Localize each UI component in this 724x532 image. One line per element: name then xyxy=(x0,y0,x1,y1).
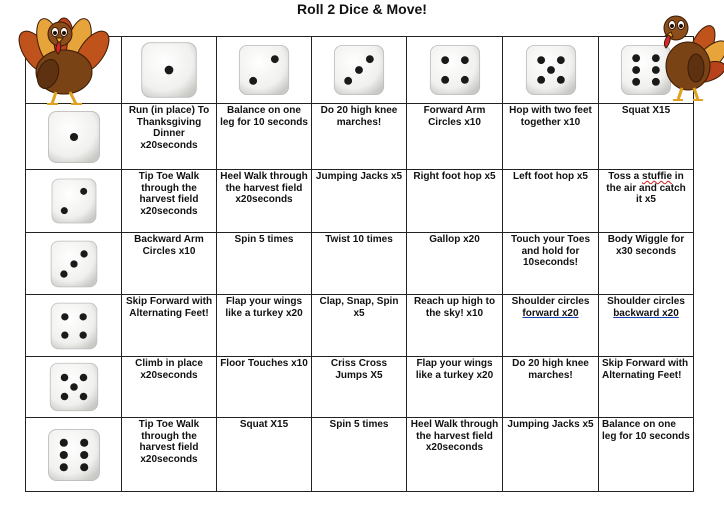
die-pip xyxy=(537,76,545,84)
die-pip xyxy=(60,207,67,214)
row-die-cell xyxy=(26,104,122,170)
activity-cell xyxy=(503,295,599,357)
header-die-cell xyxy=(122,37,217,104)
activity-cell: Skip Forward with Alternating Feet! xyxy=(599,357,694,418)
activity-cell: Jumping Jacks x5 xyxy=(503,418,599,492)
activity-row xyxy=(26,104,694,170)
die-pip xyxy=(69,132,77,140)
die-pip xyxy=(366,55,374,63)
activity-cell: Balance on one leg for 10 seconds xyxy=(599,418,694,492)
activity-cell: Left foot hop x5 xyxy=(503,170,599,233)
die-2-icon xyxy=(217,42,311,98)
die-1-icon xyxy=(122,39,216,101)
die-pip xyxy=(59,438,67,446)
activity-row xyxy=(26,233,694,295)
header-die-cell xyxy=(407,37,503,104)
die-pip xyxy=(460,76,468,84)
activity-cell: Backward Arm Circles x10 xyxy=(122,233,217,295)
die-pip xyxy=(80,250,87,257)
activity-cell: Squat X15 xyxy=(217,418,312,492)
die-pip xyxy=(79,313,86,320)
die-pip xyxy=(632,54,640,62)
header-row xyxy=(26,37,694,104)
die-pip xyxy=(59,450,67,458)
header-die-cell xyxy=(217,37,312,104)
activity-cell: Climb in place x20seconds xyxy=(122,357,217,418)
activity-row xyxy=(26,295,694,357)
row-die-cell xyxy=(26,233,122,295)
die-pip xyxy=(249,77,257,85)
die-pip xyxy=(632,78,640,86)
activity-cell: Squat X15 xyxy=(599,104,694,170)
activity-cell: Do 20 high knee marches! xyxy=(312,104,407,170)
activity-cell xyxy=(599,170,694,233)
activity-cell: Skip Forward with Alternating Feet! xyxy=(122,295,217,357)
die-pip xyxy=(70,260,77,267)
die-pip xyxy=(70,383,78,391)
die-5-icon xyxy=(503,42,598,98)
activity-cell: Reach up high to the sky! x10 xyxy=(407,295,503,357)
die-pip xyxy=(547,66,555,74)
die-4-icon xyxy=(407,42,502,98)
die-pip xyxy=(79,331,86,338)
die-5-icon xyxy=(26,360,121,414)
die-6-icon xyxy=(26,426,121,484)
activity-cell: Spin 5 times xyxy=(217,233,312,295)
activity-cell: Twist 10 times xyxy=(312,233,407,295)
die-pip xyxy=(537,56,545,64)
header-die-cell xyxy=(503,37,599,104)
activity-cell: Flap your wings like a turkey x20 xyxy=(407,357,503,418)
activity-cell: Heel Walk through the harvest field x20seconds xyxy=(217,170,312,233)
activity-cell: Forward Arm Circles x10 xyxy=(407,104,503,170)
activity-cell: Body Wiggle for x30 seconds xyxy=(599,233,694,295)
stuffie-text: Toss a stuffie in the air and catch it x5 xyxy=(606,171,686,205)
die-pip xyxy=(60,270,67,277)
die-pip xyxy=(556,76,564,84)
criss-cross-text: Criss Cross Jumps X5 xyxy=(330,358,388,381)
activity-cell: Spin 5 times xyxy=(312,418,407,492)
die-pip xyxy=(59,463,67,471)
die-pip xyxy=(60,374,68,382)
die-1-icon xyxy=(26,108,121,166)
turkey-right-icon xyxy=(646,8,724,104)
dice-activity-grid xyxy=(25,36,694,492)
activity-cell: Floor Touches x10 xyxy=(217,357,312,418)
die-pip xyxy=(80,450,88,458)
die-pip xyxy=(80,438,88,446)
die-pip xyxy=(556,56,564,64)
die-pip xyxy=(61,331,68,338)
activity-cell: Touch your Toes and hold for 10seconds! xyxy=(503,233,599,295)
die-4-icon xyxy=(26,300,121,352)
activity-cell: Tip Toe Walk through the harvest field x20seconds xyxy=(122,418,217,492)
row-die-cell xyxy=(26,170,122,233)
activity-cell: Clap, Snap, Spin x5 xyxy=(312,295,407,357)
die-pip xyxy=(344,77,352,85)
die-3-icon xyxy=(26,238,121,290)
page-title: Roll 2 Dice & Move! xyxy=(297,1,427,17)
die-pip xyxy=(165,66,174,75)
activity-cell: Tip Toe Walk through the harvest field x20seconds xyxy=(122,170,217,233)
activity-cell: Run (in place) To Thanksgiving Dinner x20seconds xyxy=(122,104,217,170)
die-pip xyxy=(61,313,68,320)
activity-row xyxy=(26,357,694,418)
die-3-icon xyxy=(312,42,406,98)
activity-cell: Right foot hop x5 xyxy=(407,170,503,233)
row-die-cell xyxy=(26,357,122,418)
die-pip xyxy=(355,66,363,74)
activity-cell: Do 20 high knee marches! xyxy=(503,357,599,418)
die-2-icon xyxy=(26,176,121,226)
activity-cell: Flap your wings like a turkey x20 xyxy=(217,295,312,357)
activity-cell xyxy=(599,295,694,357)
die-pip xyxy=(460,56,468,64)
header-die-cell xyxy=(312,37,407,104)
die-pip xyxy=(79,393,87,401)
die-pip xyxy=(79,374,87,382)
turkey-left-icon xyxy=(14,12,122,108)
activity-cell xyxy=(312,357,407,418)
die-pip xyxy=(441,56,449,64)
die-pip xyxy=(60,393,68,401)
backward-text: Shoulder circles backward x20 xyxy=(607,296,685,319)
activity-row xyxy=(26,418,694,492)
row-die-cell xyxy=(26,418,122,492)
activity-row xyxy=(26,170,694,233)
die-pip xyxy=(271,55,279,63)
activity-cell: Balance on one leg for 10 seconds xyxy=(217,104,312,170)
activity-cell: Hop with two feet together x10 xyxy=(503,104,599,170)
die-pip xyxy=(632,66,640,74)
die-pip xyxy=(80,188,87,195)
activity-cell: Jumping Jacks x5 xyxy=(312,170,407,233)
forward-text: Shoulder circles forward x20 xyxy=(511,296,590,319)
activity-cell: Gallop x20 xyxy=(407,233,503,295)
activity-cell: Heel Walk through the harvest field x20seconds xyxy=(407,418,503,492)
die-pip xyxy=(441,76,449,84)
row-die-cell xyxy=(26,295,122,357)
die-pip xyxy=(80,463,88,471)
